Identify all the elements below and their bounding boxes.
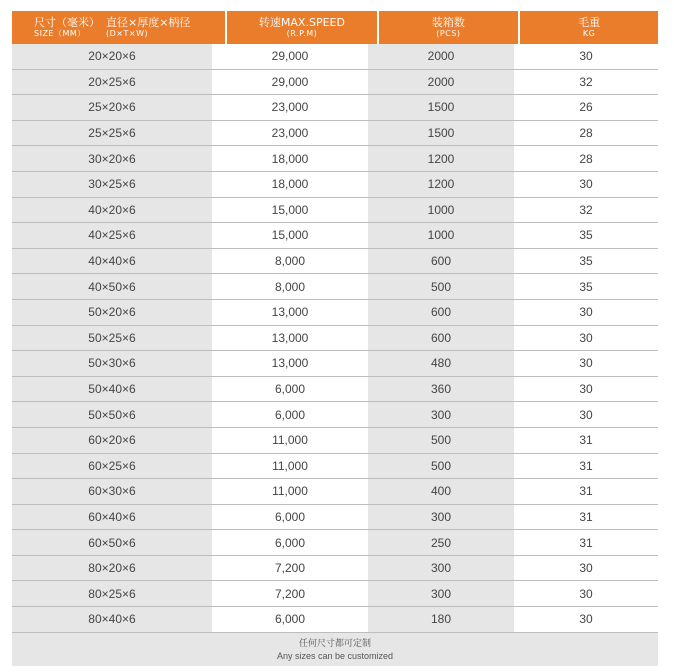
cell-quantity: 180 [368,607,514,632]
header-dimensions-cn: 直径×厚度×柄径 [106,16,191,29]
cell-size: 20×25×6 [12,70,212,95]
cell-weight: 30 [514,402,658,427]
header-weight-en: KG [582,29,596,38]
cell-speed: 6,000 [212,530,368,555]
table-row [12,70,658,96]
cell-quantity: 600 [368,300,514,325]
cell-speed: 6,000 [212,607,368,632]
cell-quantity: 1200 [368,172,514,197]
cell-size: 80×40×6 [12,607,212,632]
table-row [12,146,658,172]
cell-size: 25×25×6 [12,121,212,146]
cell-speed: 6,000 [212,402,368,427]
table-row [12,300,658,326]
cell-weight: 30 [514,556,658,581]
cell-weight: 31 [514,530,658,555]
table-row [12,223,658,249]
cell-size: 50×50×6 [12,402,212,427]
table-row [12,607,658,633]
header-speed [225,11,376,44]
cell-quantity: 600 [368,249,514,274]
table-row [12,95,658,121]
cell-weight: 31 [514,479,658,504]
cell-speed: 29,000 [212,70,368,95]
cell-weight: 26 [514,95,658,120]
cell-size: 50×30×6 [12,351,212,376]
cell-speed: 7,200 [212,581,368,606]
cell-quantity: 1000 [368,223,514,248]
table-row [12,556,658,582]
cell-speed: 11,000 [212,479,368,504]
cell-quantity: 300 [368,402,514,427]
table-row [12,402,658,428]
cell-weight: 32 [514,198,658,223]
cell-size: 80×20×6 [12,556,212,581]
table-row [12,44,658,70]
table-row [12,249,658,275]
header-dimensions-en: (D×T×W) [106,29,149,38]
cell-size: 60×20×6 [12,428,212,453]
cell-size: 50×20×6 [12,300,212,325]
cell-quantity: 360 [368,377,514,402]
cell-speed: 6,000 [212,505,368,530]
table-row [12,351,658,377]
cell-speed: 23,000 [212,95,368,120]
cell-size: 50×25×6 [12,326,212,351]
cell-size: 30×20×6 [12,146,212,171]
cell-quantity: 1500 [368,121,514,146]
cell-size: 80×25×6 [12,581,212,606]
cell-size: 40×40×6 [12,249,212,274]
cell-quantity: 300 [368,505,514,530]
cell-size: 60×25×6 [12,454,212,479]
cell-quantity: 2000 [368,70,514,95]
header-weight-cn: 毛重 [578,16,601,29]
header-size-en: SIZE（MM） [34,29,86,38]
cell-weight: 30 [514,172,658,197]
cell-quantity: 2000 [368,44,514,69]
footer-note-en: Any sizes can be customized [276,650,394,661]
cell-speed: 15,000 [212,198,368,223]
header-size-cn: 尺寸（毫米） [34,16,100,29]
cell-speed: 13,000 [212,351,368,376]
cell-weight: 28 [514,146,658,171]
table-row [12,505,658,531]
cell-speed: 13,000 [212,326,368,351]
cell-weight: 30 [514,377,658,402]
cell-weight: 31 [514,428,658,453]
table-row [12,377,658,403]
cell-weight: 35 [514,249,658,274]
cell-weight: 30 [514,300,658,325]
cell-quantity: 250 [368,530,514,555]
header-weight [518,11,658,44]
cell-size: 40×50×6 [12,274,212,299]
header-quantity-en: (PCS) [436,29,461,38]
cell-quantity: 500 [368,428,514,453]
cell-quantity: 1000 [368,198,514,223]
cell-weight: 30 [514,607,658,632]
cell-quantity: 300 [368,581,514,606]
footer-note-cn: 任何尺寸都可定制 [298,638,371,649]
cell-size: 50×40×6 [12,377,212,402]
header-quantity-cn: 装箱数 [431,16,465,29]
cell-speed: 29,000 [212,44,368,69]
table-body [12,44,658,633]
cell-weight: 32 [514,70,658,95]
cell-weight: 30 [514,326,658,351]
cell-speed: 15,000 [212,223,368,248]
cell-weight: 31 [514,505,658,530]
cell-size: 60×40×6 [12,505,212,530]
cell-speed: 11,000 [212,428,368,453]
table-row [12,428,658,454]
cell-size: 40×20×6 [12,198,212,223]
table-row [12,479,658,505]
cell-size: 20×20×6 [12,44,212,69]
cell-speed: 7,200 [212,556,368,581]
cell-quantity: 300 [368,556,514,581]
cell-size: 30×25×6 [12,172,212,197]
cell-quantity: 1500 [368,95,514,120]
header-size [12,11,225,44]
cell-size: 40×25×6 [12,223,212,248]
cell-quantity: 1200 [368,146,514,171]
cell-speed: 18,000 [212,146,368,171]
cell-size: 60×50×6 [12,530,212,555]
cell-quantity: 400 [368,479,514,504]
table-header [12,11,658,44]
cell-weight: 35 [514,274,658,299]
cell-speed: 18,000 [212,172,368,197]
cell-speed: 13,000 [212,300,368,325]
table-row [12,121,658,147]
table-row [12,581,658,607]
cell-quantity: 480 [368,351,514,376]
header-speed-en: (R.P.M) [286,29,318,38]
header-speed-cn: 转速MAX.SPEED [258,16,345,29]
cell-weight: 31 [514,454,658,479]
cell-weight: 30 [514,351,658,376]
table-row [12,454,658,480]
cell-weight: 28 [514,121,658,146]
cell-speed: 23,000 [212,121,368,146]
cell-quantity: 500 [368,454,514,479]
cell-weight: 30 [514,44,658,69]
cell-size: 25×20×6 [12,95,212,120]
header-quantity [377,11,519,44]
table-row [12,172,658,198]
cell-speed: 11,000 [212,454,368,479]
table-row [12,274,658,300]
cell-weight: 35 [514,223,658,248]
cell-weight: 30 [514,581,658,606]
table-row [12,326,658,352]
cell-size: 60×30×6 [12,479,212,504]
cell-speed: 8,000 [212,274,368,299]
spec-table [12,11,658,633]
cell-speed: 8,000 [212,249,368,274]
table-row [12,198,658,224]
table-footer [12,633,658,666]
cell-quantity: 500 [368,274,514,299]
cell-speed: 6,000 [212,377,368,402]
cell-quantity: 600 [368,326,514,351]
table-row [12,530,658,556]
